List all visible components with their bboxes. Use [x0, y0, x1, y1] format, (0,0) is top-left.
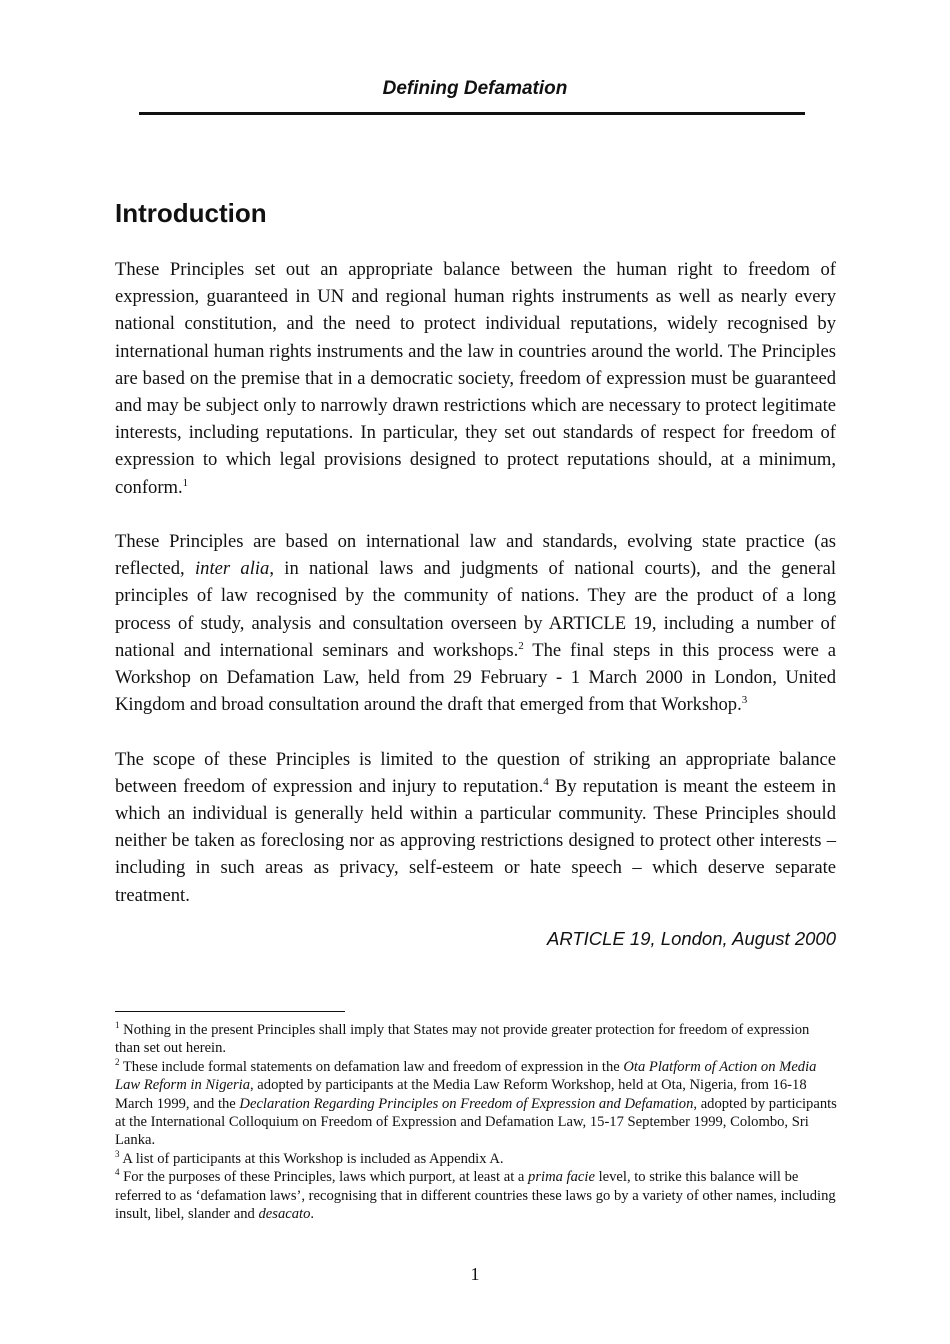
footnote-4 [115, 1168, 837, 1223]
footnote-3 [115, 1150, 837, 1168]
footnote-4-text-a: For the purposes of these Principles, laws which purport, at least at a [119, 1169, 529, 1186]
footnote-2-italic-2: Declaration Regarding Principles on Freedom of Expression and Defamation [239, 1095, 694, 1112]
signature: ARTICLE 19, London, August 2000 [546, 928, 836, 949]
footnote-4-italic-1: prima facie [528, 1169, 595, 1186]
paragraph-2 [115, 528, 836, 718]
footnote-3-text: A list of participants at this Workshop is included as Appendix A. [119, 1150, 504, 1167]
footnote-2-text-c: , adopted by participants at the International Colloquium on Freedom of Expression and Defamation Law, 15-17 September 1999, Colombo, Sri Lanka. [115, 1095, 837, 1149]
footnote-4-italic-2: desacato [258, 1206, 311, 1223]
paragraph-2-text-c: The final steps in this process were a Workshop on Defamation Law, held from 29 February - 1 March 2000 in London, United Kingdom and broad consultation around the draft that emerged from that Workshop. [115, 639, 836, 716]
running-header: Defining Defamation [382, 78, 568, 99]
paragraph-3-text-a: The scope of these Principles is limited to the question of striking an appropriate balance between freedom of expression and injury to reputation. [115, 748, 836, 797]
footnote-2-text-b: , adopted by participants at the Media Law Reform Workshop, held at Ota, Nigeria, from 16-18 March 1999, and the [115, 1077, 807, 1112]
page-number: 1 [470, 1264, 480, 1284]
footnote-1-number: 1 [115, 1020, 120, 1031]
footnote-ref-3: 3 [741, 694, 748, 707]
footnote-rule [115, 1011, 345, 1012]
paragraph-2-text-b: , in national laws and judgments of national courts), and the general principles of law recognised by the community of nations. They are the product of a long process of study, analysis and consultation overseen by ARTICLE 19, including a number of national and international seminars and workshops. [115, 558, 836, 661]
footnote-ref-4: 4 [543, 775, 549, 788]
footnote-2-italic-1: Ota Platform of Action on Media Law Reform in Nigeria [115, 1058, 817, 1094]
footnote-1 [115, 1021, 837, 1058]
paragraph-2-italic: inter alia [194, 558, 270, 580]
footnote-2-number: 2 [115, 1056, 120, 1067]
footnote-3-number: 3 [115, 1148, 120, 1159]
section-heading: Introduction [115, 198, 267, 228]
paragraph-2-text-a: These Principles are based on international law and standards, evolving state practice (as reflected, [115, 531, 836, 580]
footnote-4-text-b: level, to strike this balance will be referred to as ‘defamation laws’, recognising that in different countries these laws go by a variety of other names, including insult, libel, slander and [115, 1169, 836, 1223]
paragraph-3-text-b: By reputation is meant the esteem in which an individual is generally held within a particular community. These Principles should neither be taken as foreclosing nor as approving restrictions designed to protect other interests – including in such areas as privacy, self-esteem or hate speech – which deserve separate treatment. [115, 775, 836, 906]
footnote-2 [115, 1058, 837, 1150]
footnote-4-text-c: . [310, 1206, 315, 1223]
footnotes [115, 1021, 837, 1223]
footnote-ref-1: 1 [182, 476, 189, 489]
header-rule [139, 112, 805, 115]
footnote-1-text: Nothing in the present Principles shall imply that States may not provide greater protection for freedom of expression than set out herein. [115, 1022, 810, 1057]
footnote-4-number: 4 [115, 1167, 120, 1178]
body-text [115, 256, 836, 936]
paragraph-3 [115, 746, 836, 909]
paragraph-1-text: These Principles set out an appropriate balance between the human right to freedom of expression, guaranteed in UN and regional human rights instruments as well as nearly every national constitution, and the need to protect individual reputations, widely recognised by international human rights instruments and the law in countries around the world. The Principles are based on the premise that in a democratic society, freedom of expression must be guaranteed and may be subject only to narrowly drawn restrictions which are necessary to protect legitimate interests, including reputations. In particular, they set out standards of respect for freedom of expression to which legal provisions designed to protect reputations should, at a minimum, conform. [115, 259, 836, 498]
paragraph-1 [115, 256, 836, 501]
footnote-2-text-a: These include formal statements on defamation law and freedom of expression in the [119, 1058, 624, 1075]
footnote-ref-2: 2 [518, 639, 524, 652]
